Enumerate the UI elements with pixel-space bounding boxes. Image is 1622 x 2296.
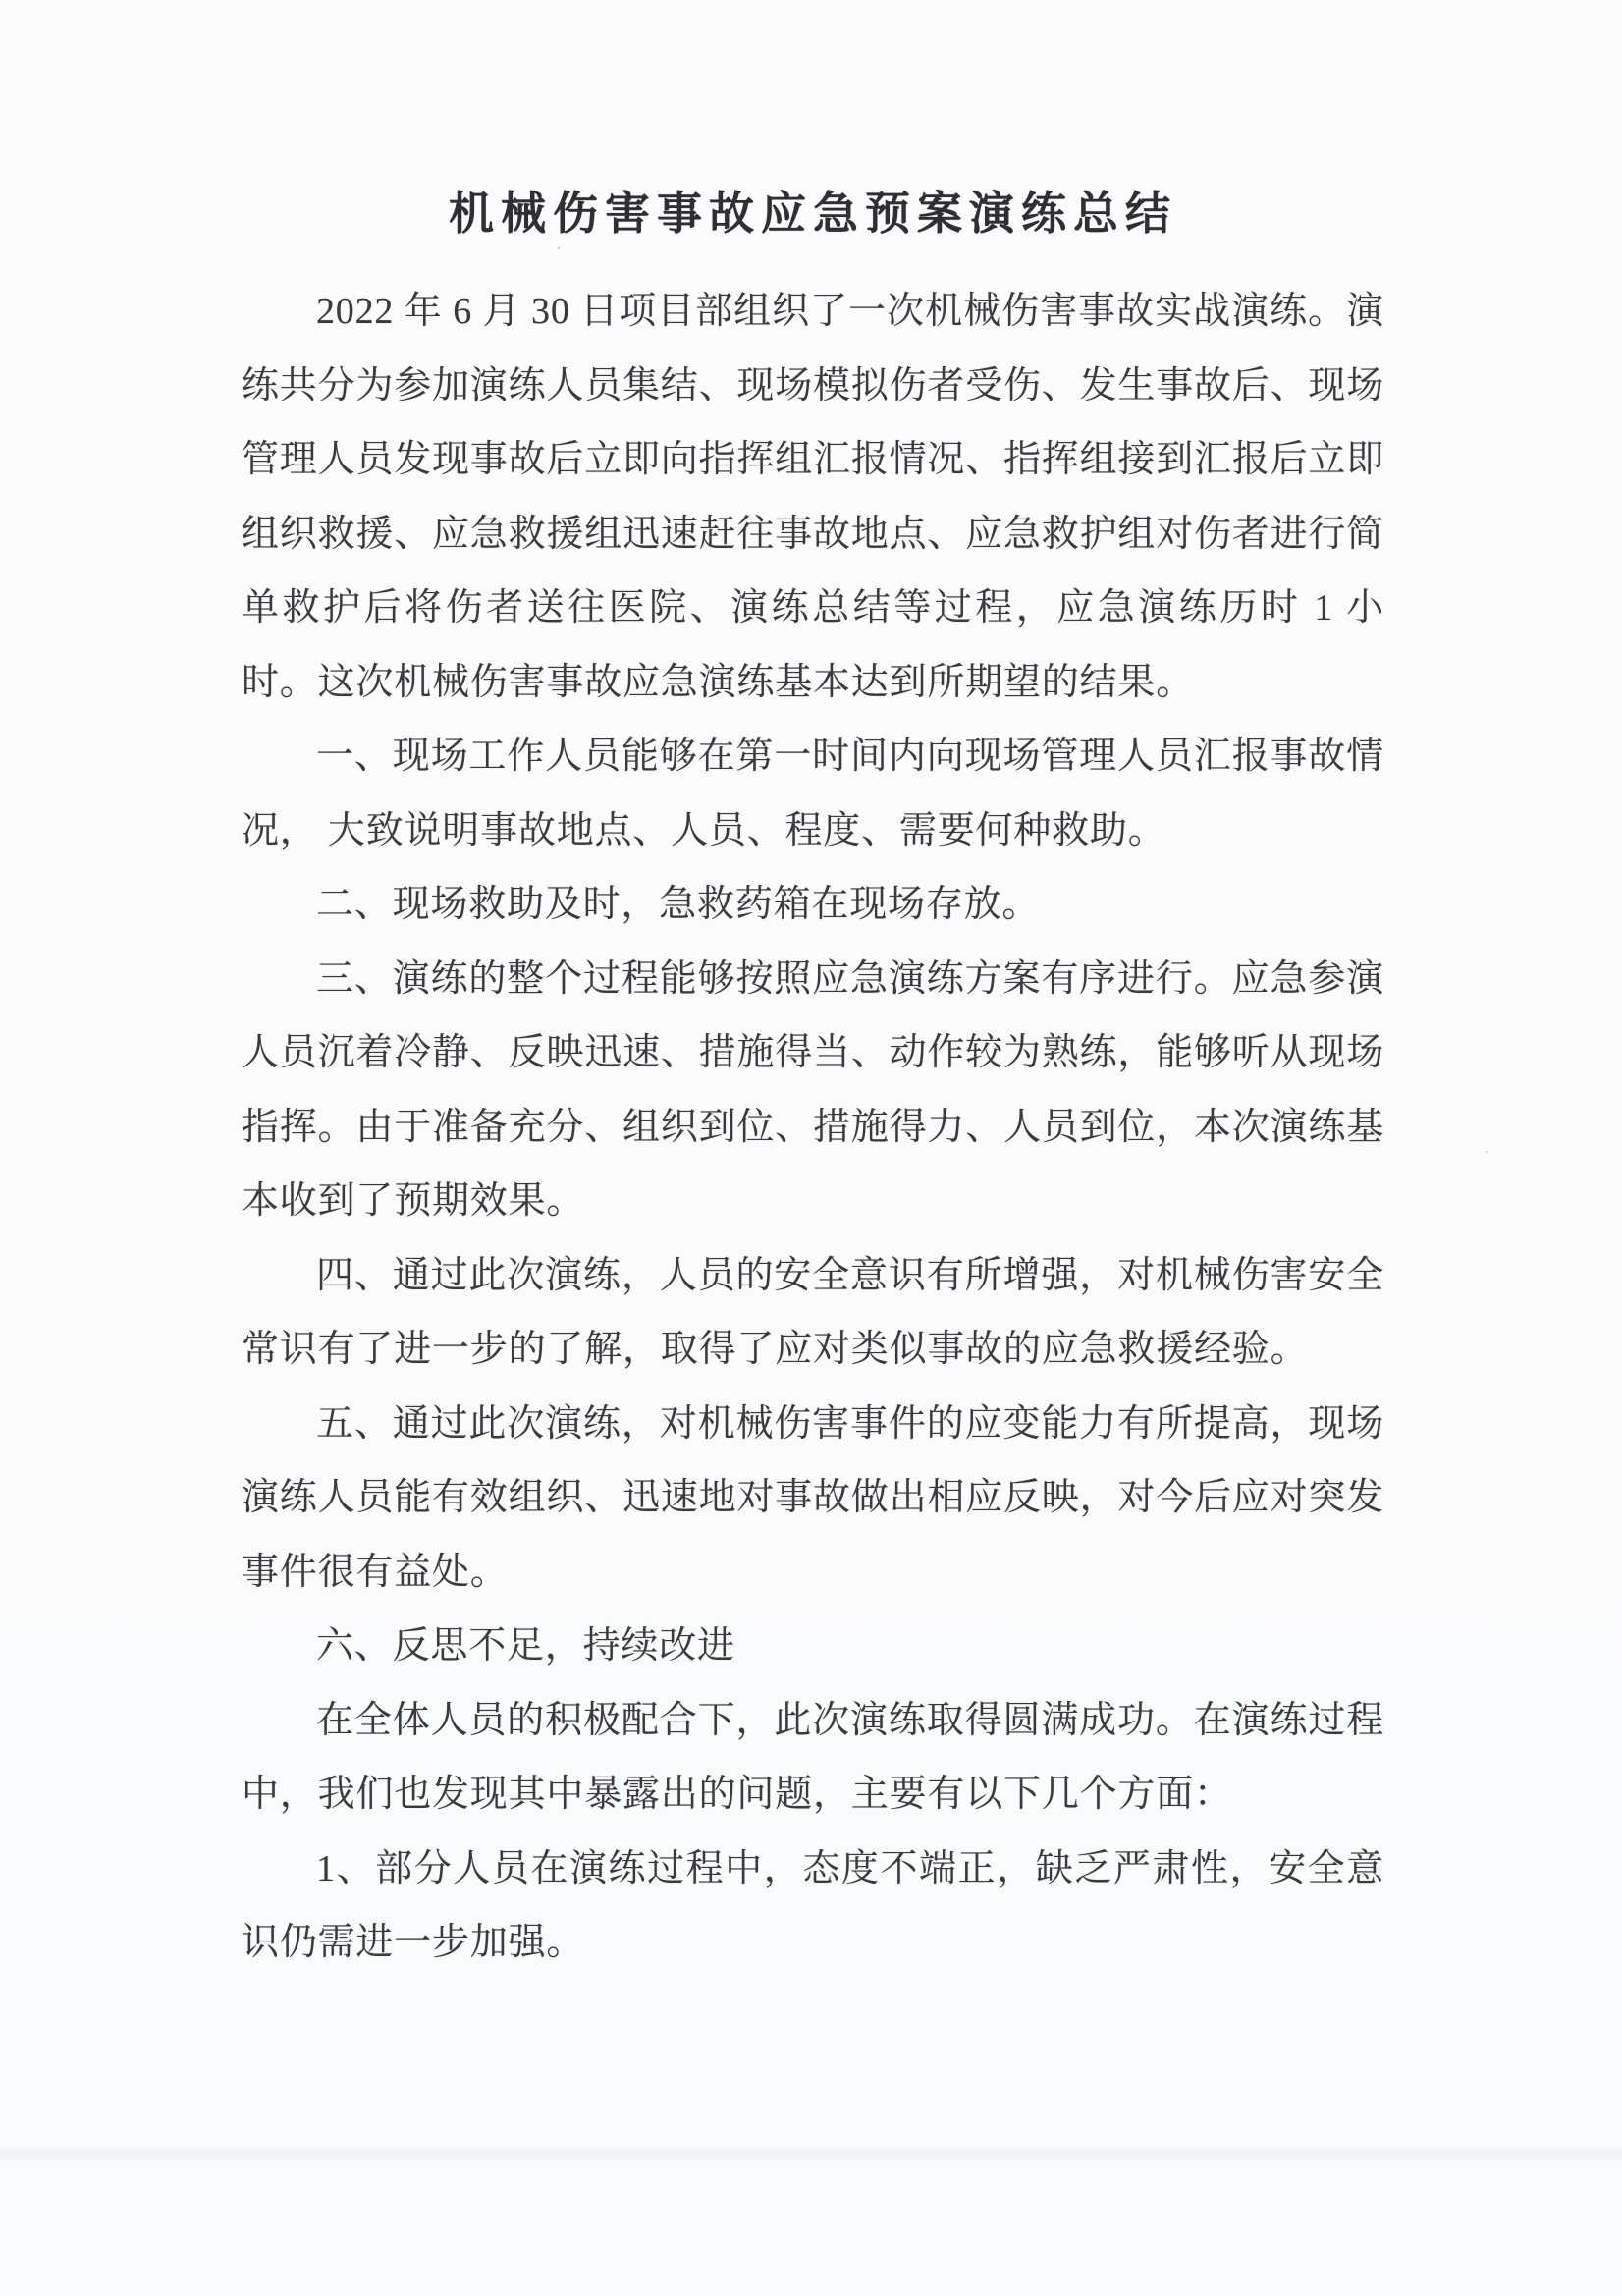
scan-speck xyxy=(558,247,560,249)
scan-speck xyxy=(1486,1151,1487,1153)
paragraph: 2022 年 6 月 30 日项目部组织了一次机械伤害事故实战演练。演练共分为参加演练人员集结、现场模拟伤者受伤、发生事故后、现场管理人员发现事故后立即向指挥组汇报情况、指挥组接到汇报后立即组织救援、应急救援组迅速赶往事故地点、应急救护组对伤者进行简单救护后将伤者送往医院、演练总结等过程，应急演练历时 1 小时。这次机械伤害事故应急演练基本达到所期望的结果。 xyxy=(242,291,1385,703)
paragraph: 六、反思不足，持续改进 xyxy=(316,1625,735,1667)
paragraph: 五、通过此次演练，对机械伤害事件的应变能力有所提高，现场演练人员能有效组织、迅速地对事故做出相应反映，对今后应对突发事件很有益处。 xyxy=(242,1402,1385,1593)
paragraph: 二、现场救助及时，急救药箱在现场存放。 xyxy=(316,884,1041,925)
document-title: 机械伤害事故应急预案演练总结 xyxy=(449,189,1177,239)
paragraph: 在全体人员的积极配合下，此次演练取得圆满成功。在演练过程中，我们也发现其中暴露出的问题，主要有以下几个方面： xyxy=(242,1699,1384,1815)
paragraph: 一、现场工作人员能够在第一时间内向现场管理人员汇报事故情况， 大致说明事故地点、人员、程度、需要何种救助。 xyxy=(242,736,1384,851)
paragraph: 三、演练的整个过程能够按照应急演练方案有序进行。应急参演人员沉着冷静、反映迅速、措施得当、动作较为熟练，能够听从现场指挥。由于准备充分、组织到位、措施得力、人员到位，本次演练基本收到了预期效果。 xyxy=(242,957,1385,1222)
paragraph: 四、通过此次演练，人员的安全意识有所增强，对机械伤害安全常识有了进一步的了解，取得了应对类似事故的应急救援经验。 xyxy=(242,1254,1384,1370)
paragraph: 1、部分人员在演练过程中，态度不端正，缺乏严肃性，安全意识仍需进一步加强。 xyxy=(242,1847,1384,1963)
document-body xyxy=(242,275,1384,1981)
scan-artifact-band xyxy=(0,2144,1622,2163)
